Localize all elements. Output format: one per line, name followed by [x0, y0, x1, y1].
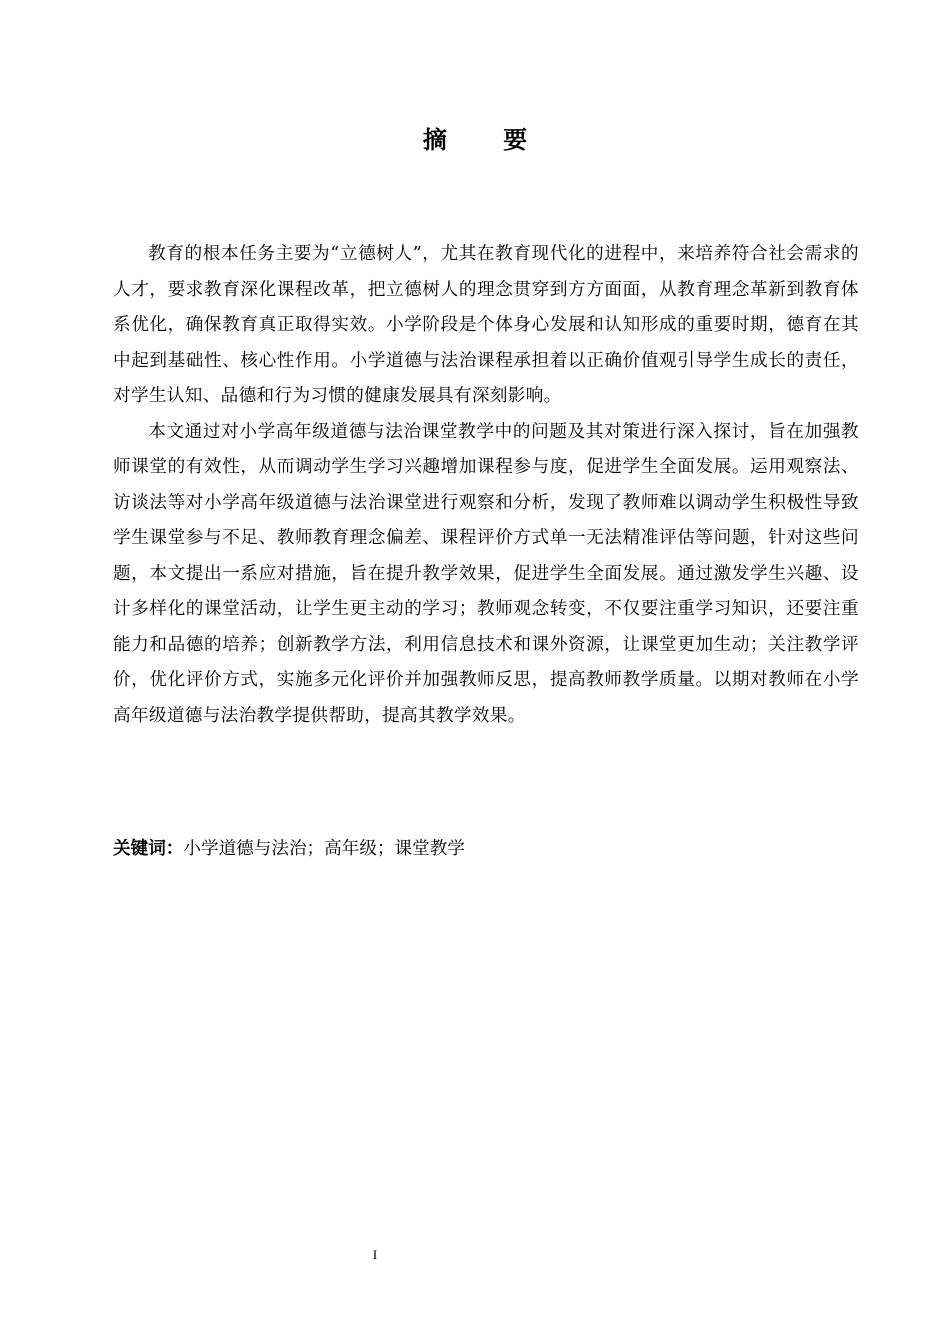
page-title: 摘 要 — [422, 126, 552, 154]
abstract-paragraph: 本文通过对小学高年级道德与法治课堂教学中的问题及其对策进行深入探讨，旨在加强教师课堂的有效性，从而调动学生学习兴趣增加课程参与度，促进学生全面发展。运用观察法、访谈法等对小学高年级道德与法治课堂进行观察和分析，发现了教师难以调动学生积极性导致学生课堂参与不足、教师教育理念偏差、课程评价方式单一无法精准评估等问题，针对这些问题，本文提出一系应对措施，旨在提升教学效果，促进学生全面发展。通过激发学生兴趣、设计多样化的课堂活动，让学生更主动的学习；教师观念转变，不仅要注重学习知识，还要注重能力和品德的培养；创新教学方法，利用信息技术和课外资源，让课堂更加生动；关注教学评价，优化评价方式，实施多元化评价并加强教师反思，提高教师教学质量。以期对教师在小学高年级道德与法治教学提供帮助，提高其教学效果。 — [113, 421, 859, 726]
abstract-paragraph: 教育的根本任务主要为“立德树人”，尤其在教育现代化的进程中，来培养符合社会需求的人才，要求教育深化课程改革，把立德树人的理念贯穿到方方面面，从教育理念革新到教育体系优化，确保教育真正取得实效。小学阶段是个体身心发展和认知形成的重要时期，德育在其中起到基础性、核心性作用。小学道德与法治课程承担着以正确价值观引导学生成长的责任，对学生认知、品德和行为习惯的健康发展具有深刻影响。 — [113, 244, 859, 406]
keywords-value: 小学道德与法治；高年级；课堂教学 — [183, 839, 465, 859]
abstract-body — [113, 237, 859, 734]
keywords-label: 关键词： — [113, 839, 184, 859]
keywords — [113, 831, 859, 867]
page-number: I — [372, 1247, 378, 1262]
